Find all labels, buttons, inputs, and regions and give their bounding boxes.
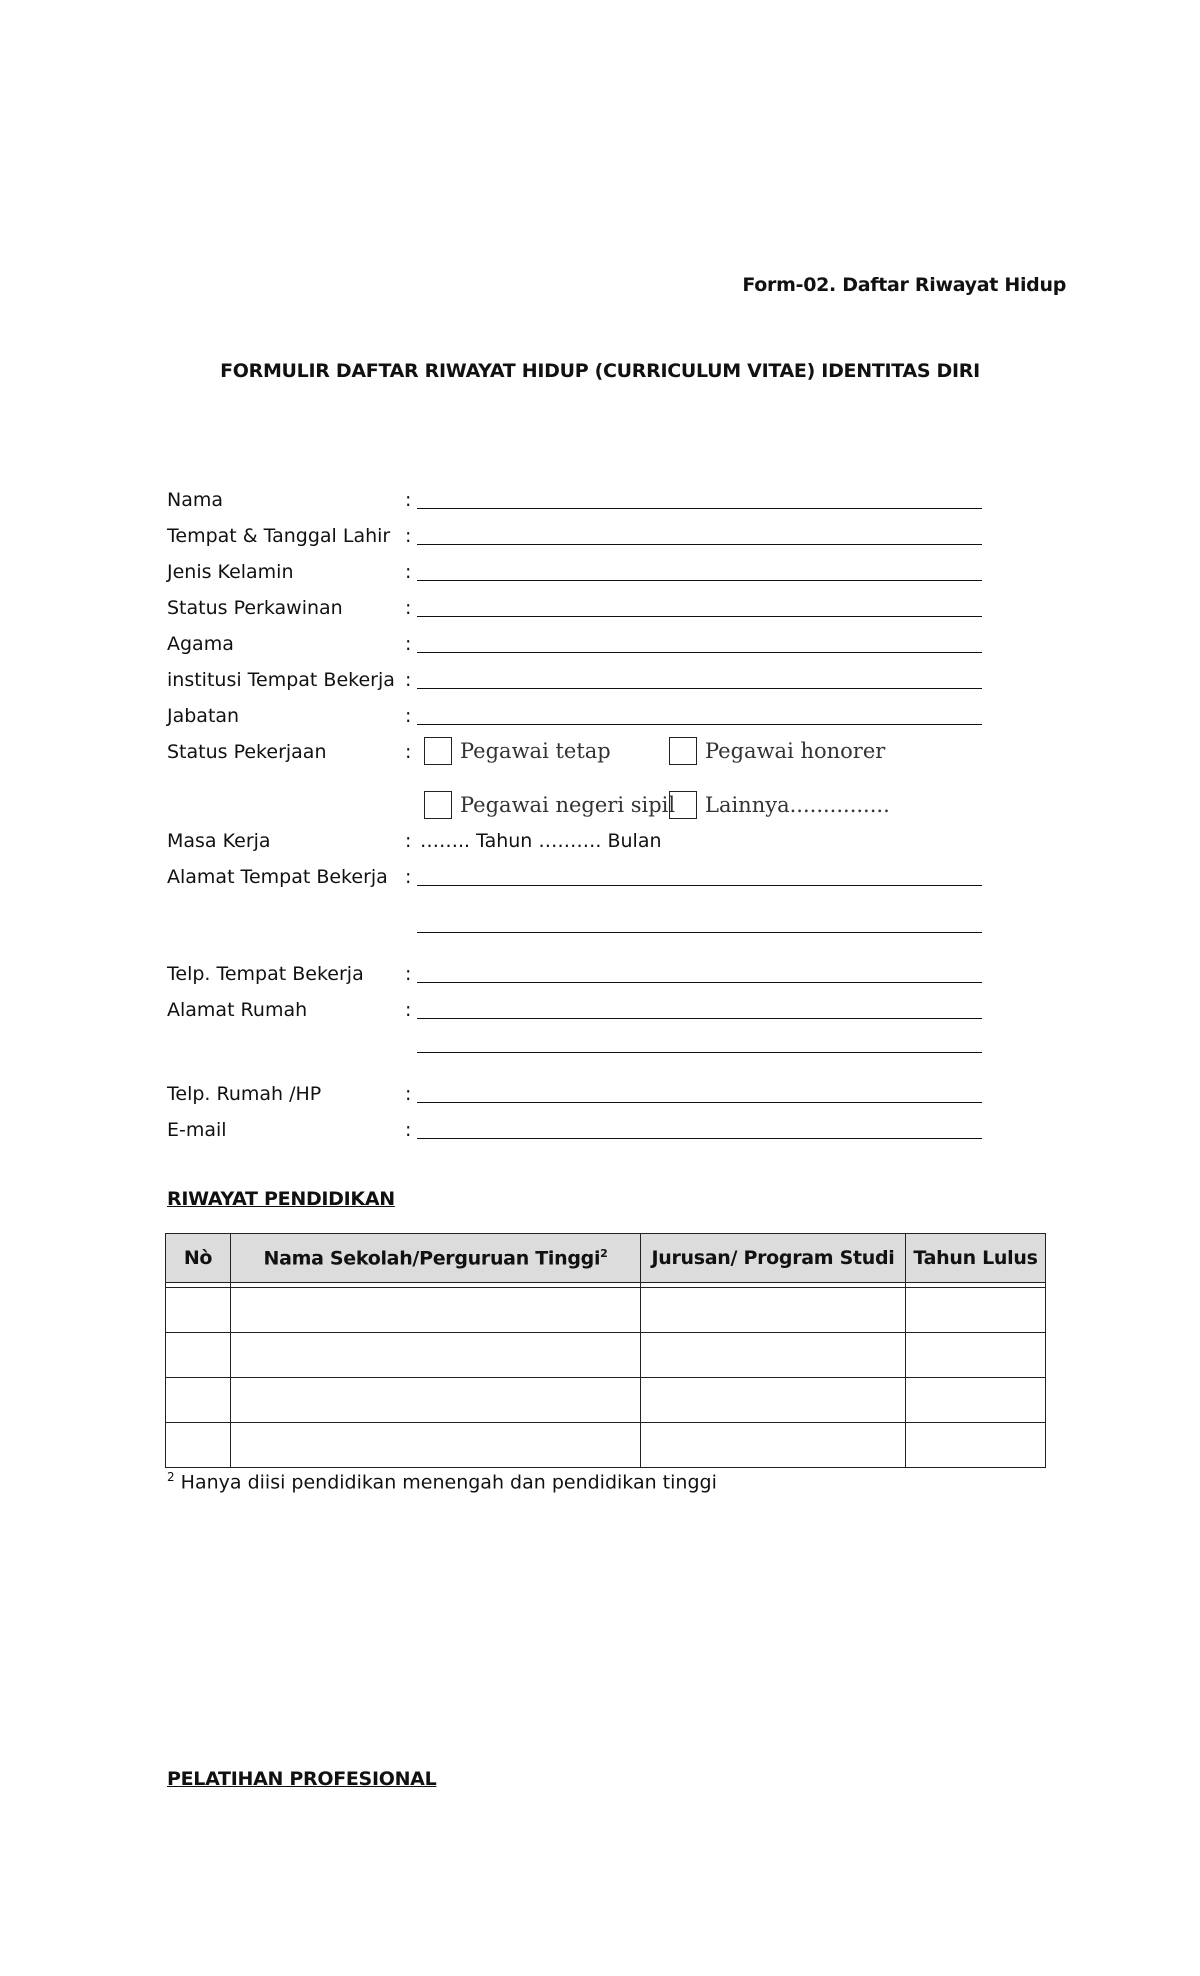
footnote-text: Hanya diisi pendidikan menengah dan pendidikan tinggi (174, 1471, 717, 1494)
field-colon: : (405, 866, 412, 888)
alamat-tempat-bekerja-input-line[interactable] (417, 885, 982, 886)
table-cell[interactable] (166, 1333, 231, 1378)
telp-rumah-input-line[interactable] (417, 1102, 982, 1103)
field-label: Masa Kerja (167, 830, 271, 852)
option-label: Pegawai tetap (460, 739, 611, 763)
alamat-tempat-bekerja-input-line-2[interactable] (417, 932, 982, 933)
alamat-rumah-input-line[interactable] (417, 1018, 982, 1019)
option-pegawai-tetap[interactable] (424, 737, 611, 765)
table-cell[interactable] (641, 1423, 906, 1468)
header-major: Jurusan/ Program Studi (641, 1234, 906, 1283)
table-cell[interactable] (231, 1288, 641, 1333)
option-pegawai-honorer[interactable] (669, 737, 885, 765)
checkbox-icon[interactable] (424, 737, 452, 765)
table-cell[interactable] (231, 1333, 641, 1378)
table-cell[interactable] (906, 1333, 1046, 1378)
field-colon: : (405, 633, 412, 655)
field-label: Nama (167, 489, 224, 511)
field-label: E-mail (167, 1119, 227, 1141)
education-table (165, 1233, 1046, 1468)
checkbox-icon[interactable] (669, 737, 697, 765)
institusi-input-line[interactable] (417, 688, 982, 689)
table-header-row (166, 1234, 1046, 1283)
field-jenis-kelamin (167, 560, 1067, 596)
table-cell[interactable] (166, 1378, 231, 1423)
table-row (166, 1333, 1046, 1378)
field-label: Agama (167, 633, 234, 655)
field-colon: : (405, 963, 412, 985)
checkbox-icon[interactable] (669, 791, 697, 819)
table-cell[interactable] (166, 1423, 231, 1468)
field-colon: : (405, 597, 412, 619)
tempat-tanggal-lahir-input-line[interactable] (417, 544, 982, 545)
training-section-title: PELATIHAN PROFESIONAL (167, 1768, 437, 1790)
field-label: Alamat Rumah (167, 999, 308, 1021)
field-jabatan (167, 704, 1067, 740)
option-lainnya[interactable] (669, 791, 890, 819)
field-alamat-tempat-bekerja (167, 865, 1067, 901)
document-title: FORMULIR DAFTAR RIWAYAT HIDUP (CURRICULUM VITAE) IDENTITAS DIRI (220, 360, 980, 382)
table-cell[interactable] (231, 1378, 641, 1423)
field-telp-tempat-bekerja (167, 962, 1067, 998)
field-colon: : (405, 741, 412, 763)
header-no: Nò (166, 1234, 231, 1283)
option-label: Pegawai honorer (705, 739, 886, 763)
option-label: Pegawai negeri sipil (460, 793, 676, 817)
field-colon: : (405, 830, 412, 852)
field-colon: : (405, 1119, 412, 1141)
field-label: Status Pekerjaan (167, 741, 327, 763)
jabatan-input-line[interactable] (417, 724, 982, 725)
table-row (166, 1378, 1046, 1423)
field-colon: : (405, 669, 412, 691)
field-label: Alamat Tempat Bekerja (167, 866, 388, 888)
header-year: Tahun Lulus (906, 1234, 1046, 1283)
field-telp-rumah (167, 1082, 1067, 1118)
field-status-pekerjaan (167, 740, 1067, 776)
footnote-ref: 2 (600, 1246, 608, 1260)
telp-tempat-bekerja-input-line[interactable] (417, 982, 982, 983)
field-label: Status Perkawinan (167, 597, 343, 619)
masa-kerja-value[interactable]: …….. Tahun ………. Bulan (420, 830, 662, 852)
option-pegawai-negeri-sipil[interactable] (424, 791, 675, 819)
field-label: Jabatan (167, 705, 240, 727)
option-label: Lainnya............... (705, 793, 890, 817)
field-label: Telp. Rumah /HP (167, 1083, 322, 1105)
field-colon: : (405, 489, 412, 511)
field-status-perkawinan (167, 596, 1067, 632)
field-alamat-rumah (167, 998, 1067, 1034)
field-label: Tempat & Tanggal Lahir (167, 525, 391, 547)
field-colon: : (405, 999, 412, 1021)
field-nama (167, 488, 1067, 524)
footnote-mark: 2 (167, 1470, 175, 1484)
header-school-label: Nama Sekolah/Perguruan Tinggi (263, 1247, 601, 1270)
checkbox-icon[interactable] (424, 791, 452, 819)
table-row (166, 1288, 1046, 1333)
table-cell[interactable] (231, 1423, 641, 1468)
field-colon: : (405, 1083, 412, 1105)
table-cell[interactable] (166, 1288, 231, 1333)
field-tempat-tanggal-lahir (167, 524, 1067, 560)
email-input-line[interactable] (417, 1138, 982, 1139)
nama-input-line[interactable] (417, 508, 982, 509)
education-section-title: RIWAYAT PENDIDIKAN (167, 1188, 395, 1210)
field-colon: : (405, 525, 412, 547)
footnote (167, 1470, 717, 1493)
table-cell[interactable] (906, 1378, 1046, 1423)
status-perkawinan-input-line[interactable] (417, 616, 982, 617)
field-label: Jenis Kelamin (167, 561, 294, 583)
alamat-rumah-input-line-2[interactable] (417, 1052, 982, 1053)
form-code: Form-02. Daftar Riwayat Hidup (742, 274, 1066, 296)
table-cell[interactable] (641, 1378, 906, 1423)
jenis-kelamin-input-line[interactable] (417, 580, 982, 581)
table-cell[interactable] (906, 1423, 1046, 1468)
field-agama (167, 632, 1067, 668)
field-email (167, 1118, 1067, 1154)
field-colon: : (405, 705, 412, 727)
header-school (231, 1234, 641, 1283)
agama-input-line[interactable] (417, 652, 982, 653)
field-masa-kerja (167, 829, 1067, 865)
field-institusi (167, 668, 1067, 704)
field-label: institusi Tempat Bekerja (167, 669, 395, 691)
table-cell[interactable] (906, 1288, 1046, 1333)
table-cell[interactable] (641, 1288, 906, 1333)
table-cell[interactable] (641, 1333, 906, 1378)
field-colon: : (405, 561, 412, 583)
table-row (166, 1423, 1046, 1468)
field-label: Telp. Tempat Bekerja (167, 963, 364, 985)
